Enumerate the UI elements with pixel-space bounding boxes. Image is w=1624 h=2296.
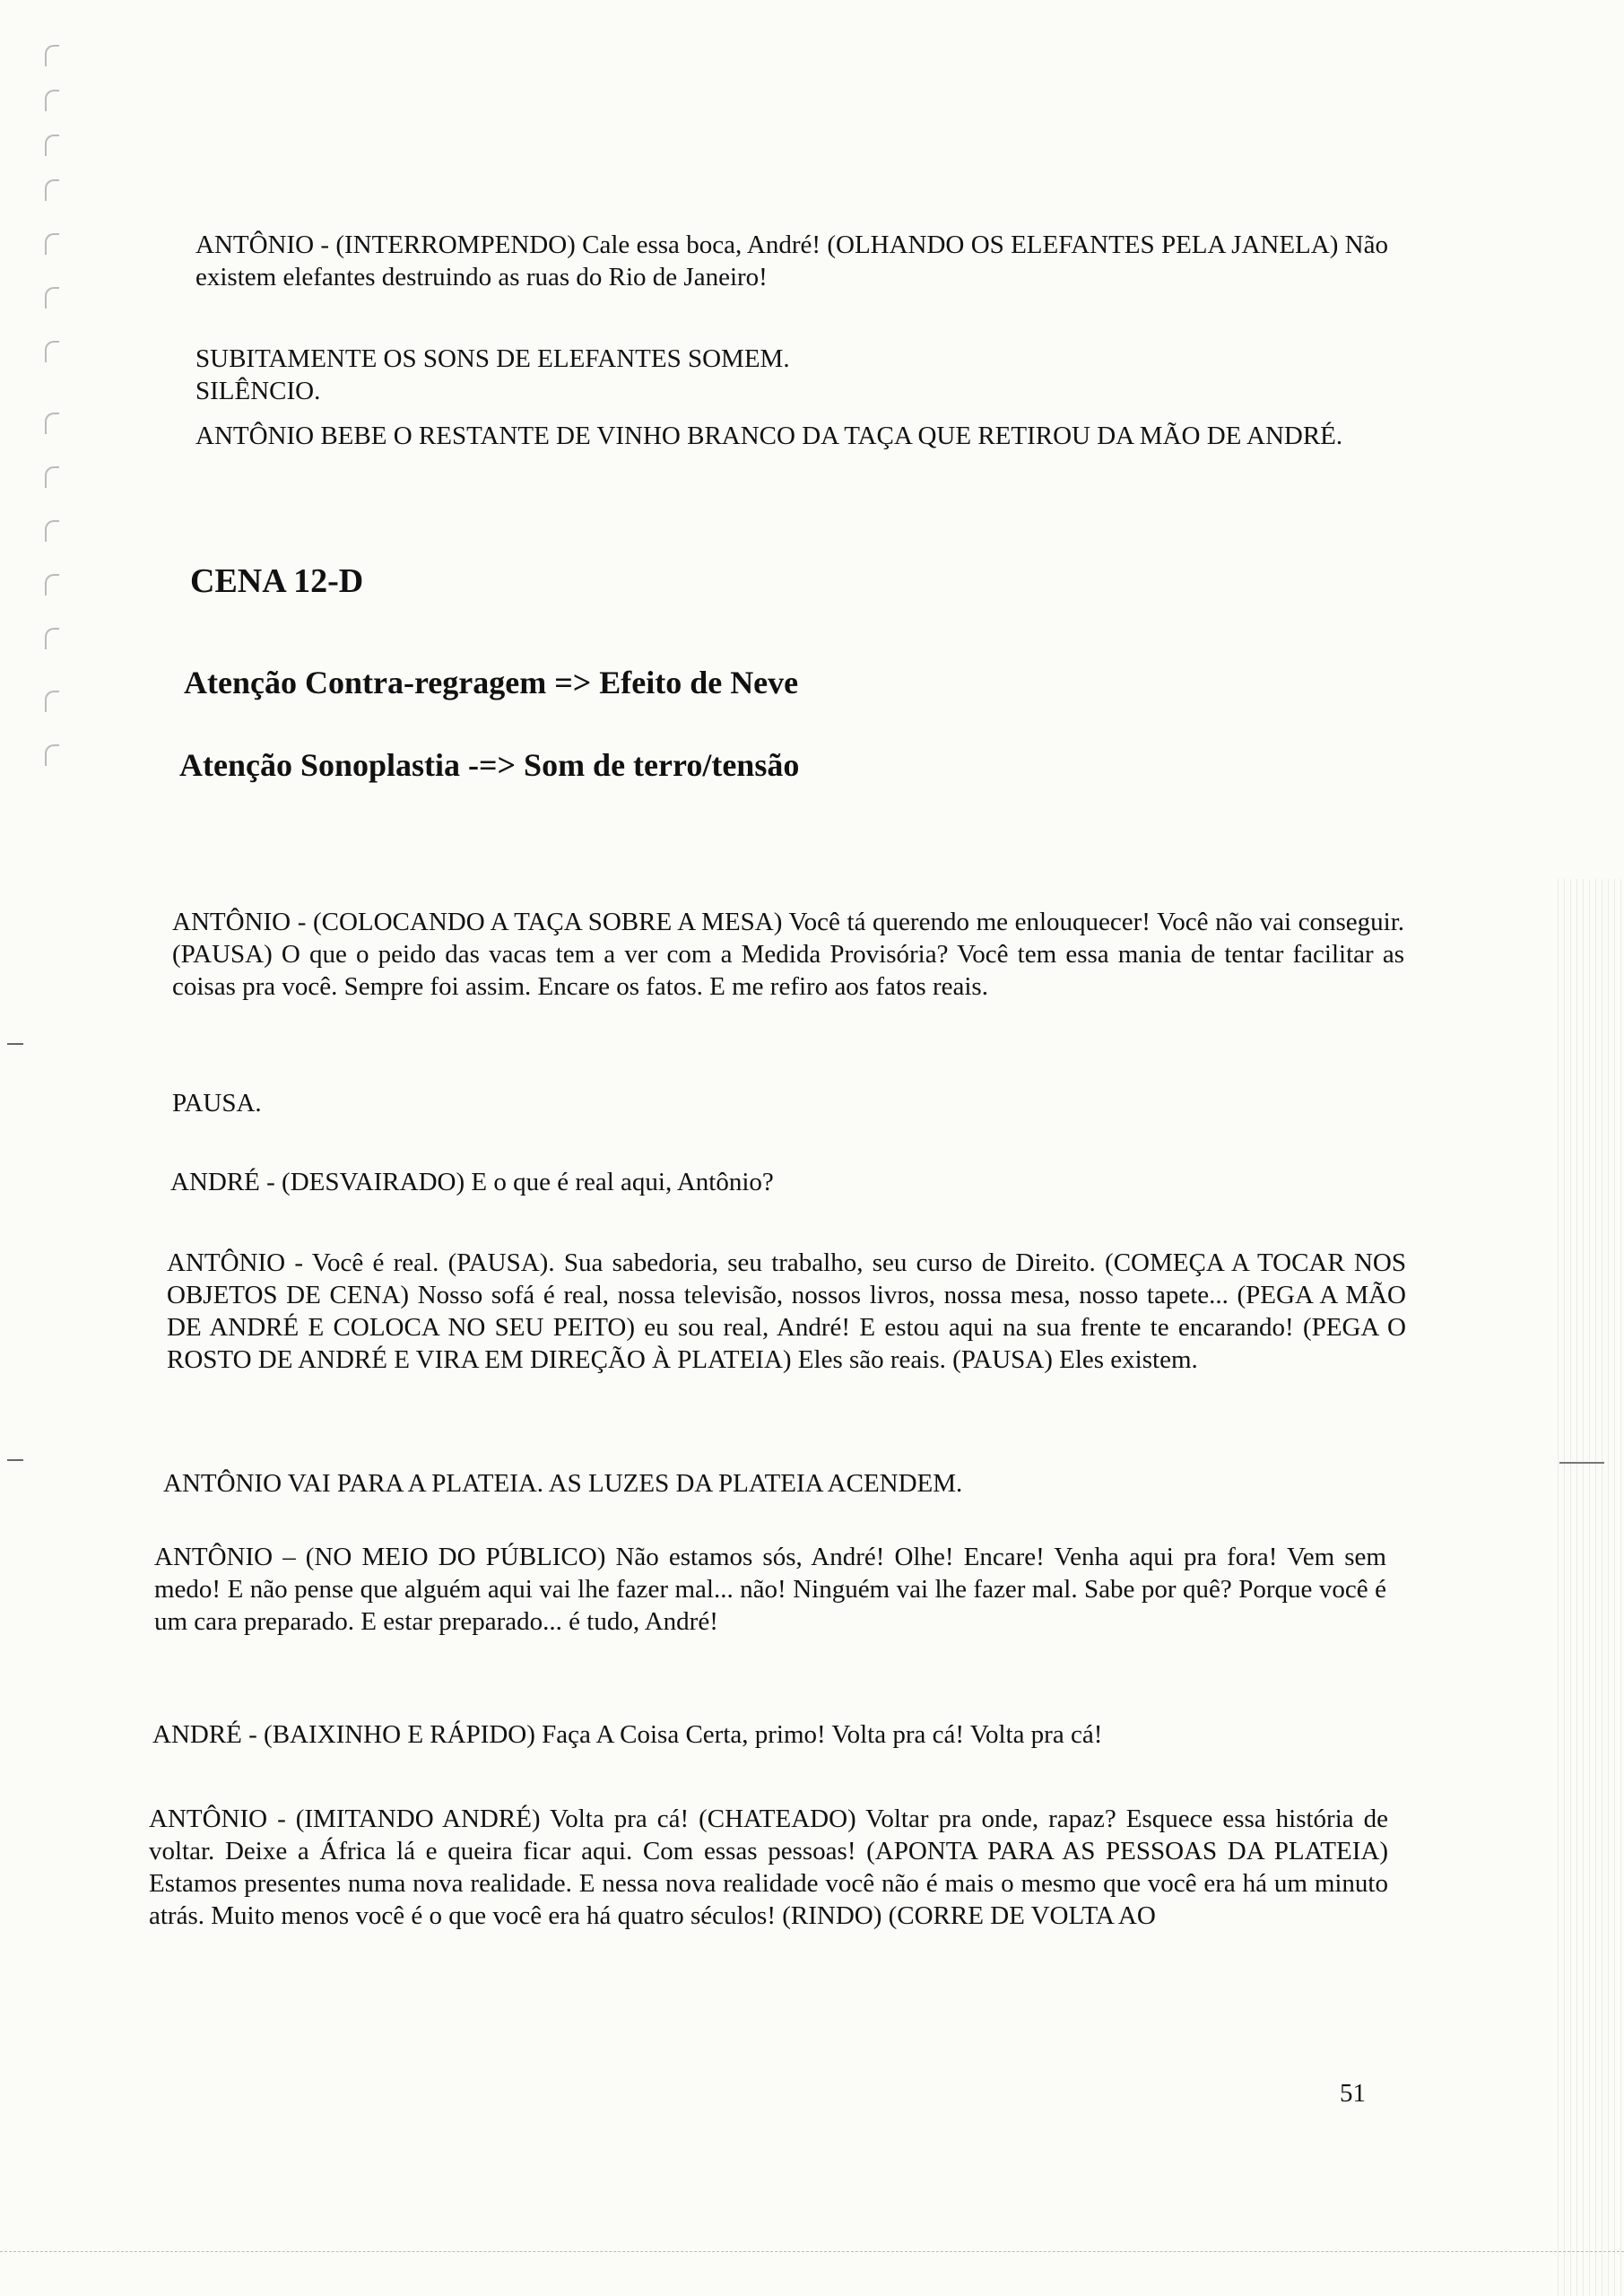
page-number: 51	[1340, 2079, 1366, 2108]
scan-bottom-edge	[0, 2251, 1624, 2279]
stage-dialogue: ANTÔNIO - (COLOCANDO A TAÇA SOBRE A MESA) Você tá querendo me enlouquecer! Você não vai conseguir. (PAUSA) O que o peido das vacas tem a ver com a Medida Provisória? Você tem essa mania de tentar facilitar as coisas pra você. Sempre foi assim. Encare os fatos. E me refiro aos fatos reais.	[172, 908, 1404, 1001]
stage-dialogue: ANTÔNIO - (INTERROMPENDO) Cale essa boca, André! (OLHANDO OS ELEFANTES PELA JANELA) Não existem elefantes destruindo as ruas do Rio de Janeiro!	[195, 230, 1388, 291]
stage-dialogue: ANDRÉ - (BAIXINHO E RÁPIDO) Faça A Coisa Certa, primo! Volta pra cá! Volta pra cá!	[152, 1720, 1103, 1749]
stage-direction: SILÊNCIO.	[195, 377, 321, 405]
scan-edge-shadow	[1552, 879, 1624, 2296]
stage-dialogue: ANTÔNIO - Você é real. (PAUSA). Sua sabedoria, seu trabalho, seu curso de Direito. (COMEÇA A TOCAR NOS OBJETOS DE CENA) Nosso sofá é real, nossa televisão, nossos livros, nossa mesa, nosso tapete... (PEGA A MÃO DE ANDRÉ E COLOCA NO SEU PEITO) eu sou real, André! E estou aqui na sua frente te encarando! (PEGA O ROSTO DE ANDRÉ E VIRA EM DIREÇÃO À PLATEIA) Eles são reais. (PAUSA) Eles existem.	[167, 1248, 1406, 1374]
binding-hole-marks	[45, 0, 72, 897]
stage-dialogue: ANTÔNIO – (NO MEIO DO PÚBLICO) Não estamos sós, André! Olhe! Encare! Venha aqui pra fora! Vem sem medo! E não pense que alguém aqui vai lhe fazer mal... não! Ninguém vai lhe fazer mal. Sabe por quê? Porque você é um cara preparado. E estar preparado... é tudo, André!	[154, 1543, 1386, 1636]
stage-direction: ANTÔNIO VAI PARA A PLATEIA. AS LUZES DA PLATEIA ACENDEM.	[163, 1469, 963, 1498]
scan-mark	[1559, 1462, 1604, 1464]
scan-mark	[7, 1459, 23, 1461]
production-note-sound: Atenção Sonoplastia -=> Som de terro/tensão	[179, 747, 800, 783]
stage-direction: SUBITAMENTE OS SONS DE ELEFANTES SOMEM.	[195, 344, 790, 373]
stage-dialogue: ANDRÉ - (DESVAIRADO) E o que é real aqui, Antônio?	[170, 1168, 774, 1196]
stage-direction: PAUSA.	[172, 1089, 262, 1118]
stage-dialogue: ANTÔNIO - (IMITANDO ANDRÉ) Volta pra cá! (CHATEADO) Voltar pra onde, rapaz? Esquece essa história de voltar. Deixe a África lá e queira ficar aqui. Com essas pessoas! (APONTA PARA AS PESSOAS DA PLATEIA) Estamos presentes numa nova realidade. E nessa nova realidade você não é mais o mesmo que você era há um minuto atrás. Muito menos você é o que você era há quatro séculos! (RINDO) (CORRE DE VOLTA AO	[149, 1805, 1388, 1930]
scene-heading: CENA 12-D	[190, 562, 364, 600]
scan-mark	[7, 1043, 23, 1045]
production-note-props: Atenção Contra-regragem => Efeito de Neve	[184, 665, 799, 700]
stage-direction: ANTÔNIO BEBE O RESTANTE DE VINHO BRANCO DA TAÇA QUE RETIROU DA MÃO DE ANDRÉ.	[195, 422, 1343, 450]
